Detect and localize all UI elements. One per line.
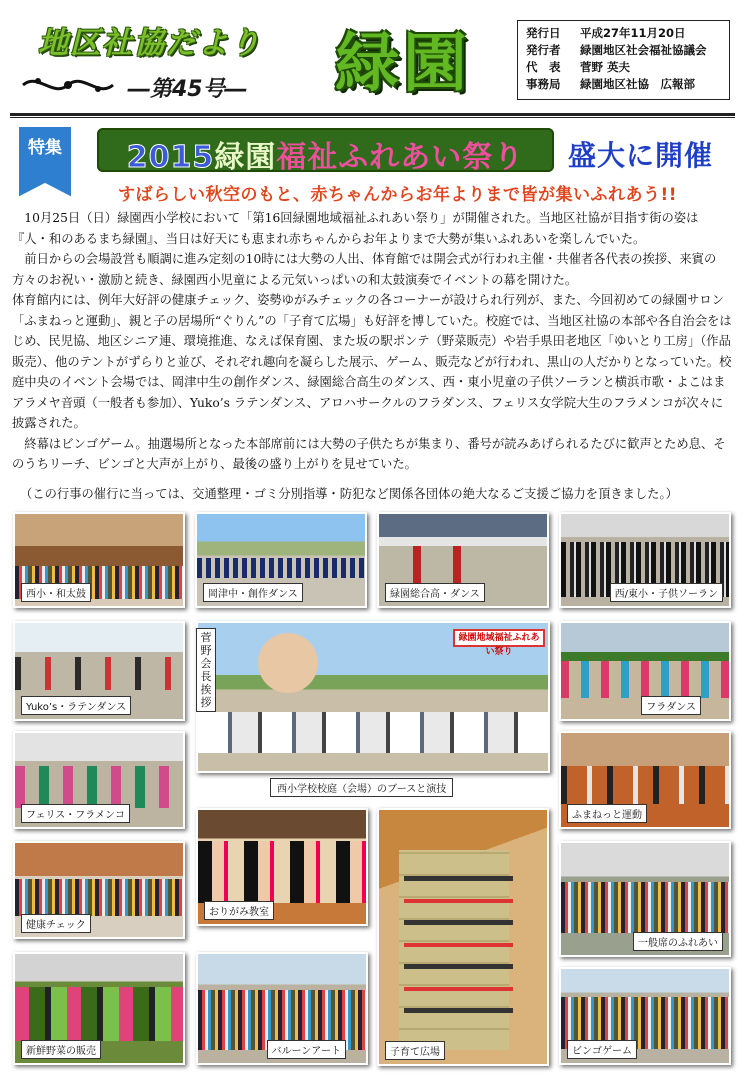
- publication-info: [517, 20, 730, 100]
- article-paragraph: 前日からの会場設営も順調に進み定刻の10時には大勢の人出、体育館では開会式が行われ主催・共催者各代表の挨拶、来賓の方々のお祝い・激励と続き、緑園西小児童による元気いっぱいの和太鼓演奏でイベントの幕を開けた。: [12, 252, 717, 287]
- ornament-icon: [18, 72, 118, 98]
- photo-soran: 西/東小・子供ソーラン: [559, 512, 731, 608]
- photo-balloon: バルーンアート: [196, 952, 368, 1065]
- headline-suffix: 盛大に開催: [568, 139, 714, 172]
- photo-ryokuen: 緑園総合高・ダンス: [377, 512, 549, 608]
- photo-ferris: フェリス・フラメンコ: [13, 731, 185, 829]
- photo-schoolyard: [196, 621, 550, 773]
- feature-badge: 特集: [14, 126, 76, 198]
- info-row: 代 表 菅野 英夫: [526, 60, 631, 74]
- info-row: 発行者 緑園地区社会福祉協議会: [526, 43, 707, 57]
- greeting-caption: 菅野会長挨拶: [196, 628, 216, 712]
- header-divider: [10, 113, 735, 116]
- photo-ippan: 一般席のふれあい: [559, 841, 731, 957]
- schoolyard-caption: 西小学校校庭（会場）のブースと演技: [270, 778, 453, 797]
- photo-origami: おりがみ教室: [196, 808, 368, 926]
- article-body: [12, 208, 734, 475]
- info-row: 発行日 平成27年11月20日: [526, 26, 686, 40]
- photo-fumanet: ふまねっと運動: [559, 731, 731, 829]
- speaker-portrait: [258, 633, 318, 693]
- photo-bingo: ビンゴゲーム: [559, 967, 731, 1065]
- header-divider: [10, 117, 735, 118]
- photo-okatsu: 岡津中・創作ダンス: [195, 512, 367, 608]
- photo-taiko: 西小・和太鼓: [13, 512, 185, 608]
- article-paragraph: 終幕はビンゴゲーム。抽選場所となった本部席前には大勢の子供たちが集まり、番号が読みあげられるたびに歓声とため息、そのうちリーチ、ビンゴと大声が上がり、最後の盛り上がりを見せていた。: [12, 436, 726, 471]
- photo-kenko: 健康チェック: [13, 841, 185, 939]
- area-logo: 緑園: [335, 27, 471, 101]
- article-paragraph: 体育館内には、例年大好評の健康チェック、姿勢ゆがみチェックの各コーナーが設けられ行列が、また、今回初めての緑園サロン「ふまねっと運動」、親と子の居場所“ぐりん”の「子育て広場」も好評を博していた。校庭では、当地区社協の本部や各自治会をはじめ、民児協、地区シニア連、環境推進、なえば保育園、また坂の駅ポンテ（野菜販売）や岩手県田老地区「ゆいとり工房」（作品販売）、他のテントがずらりと並び、それぞれ趣向を凝らした展示、ゲーム、販売などが行われ、黒山の人だかりとなっていた。校庭中央のイベント会場では、岡津中生の創作ダンス、緑園総合高生のダンス、西・東小児童の子供ソーランと横浜市歌・よこはまアラメヤ音頭（一般者も参加）、Yuko’s ラテンダンス、アロハサークルのフラダンス、フェリス女学院大生のフラメンコが次々に披露された。: [12, 293, 732, 430]
- article-paragraph: 10月25日（日）緑園西小学校において「第16回緑園地域福祉ふれあい祭り」が開催された。当地区社協が目指す街の姿は『人・和のあるまち緑園』、当日は好天にも恵まれ赤ちゃんからお年よりまで大勢が集いふれあいを楽しんでいた。: [12, 211, 699, 246]
- subheadline: すばらしい秋空のもと、赤ちゃんからお年よりまで皆が集いふれあう!!: [118, 185, 678, 205]
- info-row: 事務局 緑園地区社協 広報部: [526, 77, 695, 91]
- photo-yukos: Yuko’s・ラテンダンス: [13, 621, 185, 721]
- photo-kosodate: 子育て広場: [377, 808, 549, 1066]
- photo-yasai: 新鮮野菜の販売: [13, 952, 185, 1065]
- closing-note: （この行事の催行に当っては、交通整理・ゴミ分別指導・防犯など関係各団体の絶大なるご支援ご協力を頂きました。）: [20, 487, 678, 501]
- photo-hula: フラダンス: [559, 621, 731, 721]
- newsletter-title: 地区社協だより: [38, 26, 262, 61]
- festival-banner: 2015緑園福祉ふれあい祭り: [97, 128, 554, 172]
- event-sign: 緑園地域福祉ふれあい祭り: [453, 629, 545, 647]
- issue-number: ―第45号―: [128, 77, 247, 102]
